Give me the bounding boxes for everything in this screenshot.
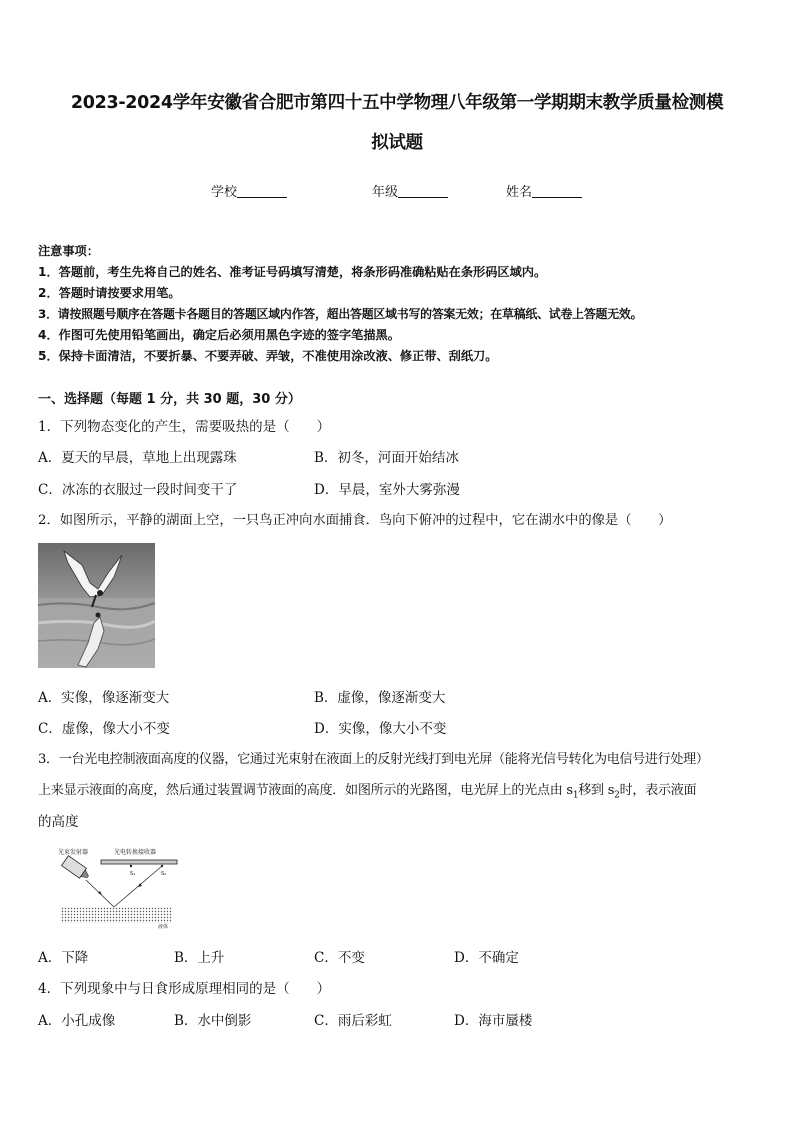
question-1-stem: 1．下列物态变化的产生，需要吸热的是（ ） [38,419,331,435]
q1-option-d: D．早晨，室外大雾弥漫 [314,482,460,498]
q3-option-d: D．不确定 [454,950,519,966]
notice-item: 2．答题时请按要求用笔。 [38,286,181,300]
q2-option-c: C．虚像，像大小不变 [38,721,170,737]
page-title: 2023-2024学年安徽省合肥市第四十五中学物理八年级第一学期期末教学质量检测模 [70,93,724,113]
s1-label: S₁ [130,871,136,877]
emitter-label: 光束发射器 [58,849,89,856]
receiver-label: 光电转换接收器 [114,849,157,856]
q2-option-a: A．实像，像逐渐变大 [38,690,170,706]
q3-option-a: A．下降 [38,950,89,966]
section-heading: 一、选择题（每题 1 分，共 30 题，30 分） [38,392,301,407]
page-title-continued: 拟试题 [371,133,423,153]
liquid-level-diagram [58,844,182,930]
q1-option-b: B．初冬，河面开始结冰 [314,450,459,466]
q2-option-d: D．实像，像大小不变 [314,721,447,737]
question-3-stem: 3．一台光电控制液面高度的仪器，它通过光束射在液面上的反射光线打到电光屏（能将光信号转化为电信号进行处理） [38,752,709,767]
grade-field: 年级 [372,181,448,200]
question-2-stem: 2．如图所示，平静的湖面上空，一只鸟正冲向水面捕食．鸟向下俯冲的过程中，它在湖水中的像是（ ） [38,513,672,528]
question-4-stem: 4．下列现象中与日食形成原理相同的是（ ） [38,981,331,997]
q2-option-b: B．虚像，像逐渐变大 [314,690,446,706]
q4-option-c: C．雨后彩虹 [314,1013,392,1029]
question-3-stem-line3: 的高度 [38,814,79,830]
q3-option-c: C．不变 [314,950,365,966]
q4-option-d: D．海市蜃楼 [454,1013,533,1029]
notice-item: 4．作图可先使用铅笔画出，确定后必须用黑色字迹的签字笔描黑。 [38,328,400,342]
liquid-label: 液体 [158,924,169,930]
notice-item: 3．请按照题号顺序在答题卡各题目的答题区域内作答，超出答题区域书写的答案无效；在草稿纸、试卷上答题无效。 [38,307,643,321]
notice-item: 1．答题前，考生先将自己的姓名、准考证号码填写清楚，将条形码准确粘贴在条形码区域内。 [38,265,547,279]
school-field: 学校 [211,181,287,200]
question-3-stem-line2: 上来显示液面的高度，然后通过装置调节液面的高度．如图所示的光路图，电光屏上的光点由 $s_1$移到 $s_2$时，表示液面 [38,783,697,801]
notice-heading: 注意事项： [38,244,99,258]
q4-option-b: B．水中倒影 [174,1013,252,1029]
bird-reflection-photo [38,543,155,668]
notice-item: 5．保持卡面清洁，不要折暴、不要弄破、弄皱，不准使用涂改液、修正带、刮纸刀。 [38,349,498,363]
q1-option-c: C．冰冻的衣服过一段时间变干了 [38,482,238,498]
name-field: 姓名 [506,181,582,200]
q4-option-a: A．小孔成像 [38,1013,116,1029]
q3-option-b: B．上升 [174,950,225,966]
s2-label: S₂ [161,871,167,877]
q1-option-a: A．夏天的早晨，草地上出现露珠 [38,450,237,466]
